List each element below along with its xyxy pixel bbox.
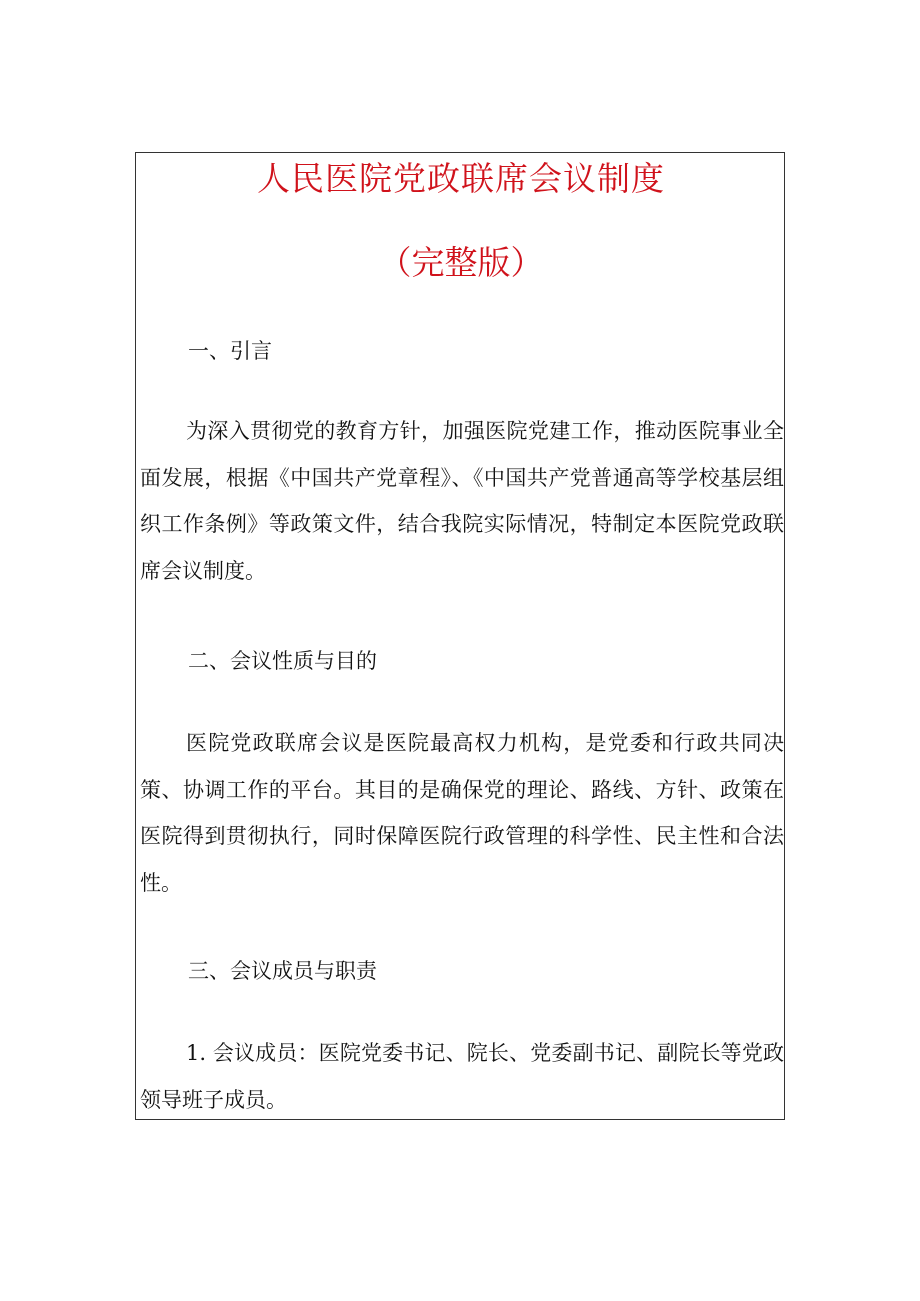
section-heading-introduction: 一、引言 (188, 339, 272, 363)
document-subtitle: （完整版） (378, 243, 544, 282)
document-title: 人民医院党政联席会议制度 (257, 159, 665, 198)
section-paragraph-nature-purpose: 医院党政联席会议是医院最高权力机构，是党委和行政共同决策、协调工作的平台。其目的是确保党的理论、路线、方针、政策在医院得到贯彻执行，同时保障医院行政管理的科学性、民主性和合法性。 (140, 731, 784, 895)
section-heading-members-duties: 三、会议成员与职责 (188, 959, 377, 983)
section-paragraph-members: 1. 会议成员：医院党委书记、院长、党委副书记、副院长等党政领导班子成员。 (140, 1041, 784, 1112)
section-paragraph-introduction: 为深入贯彻党的教育方针，加强医院党建工作，推动医院事业全面发展，根据《中国共产党章程》、《中国共产党普通高等学校基层组织工作条例》等政策文件，结合我院实际情况，特制定本医院党政联席会议制度。 (140, 419, 784, 583)
document-frame (135, 152, 785, 1120)
section-heading-nature-purpose: 二、会议性质与目的 (188, 649, 377, 673)
